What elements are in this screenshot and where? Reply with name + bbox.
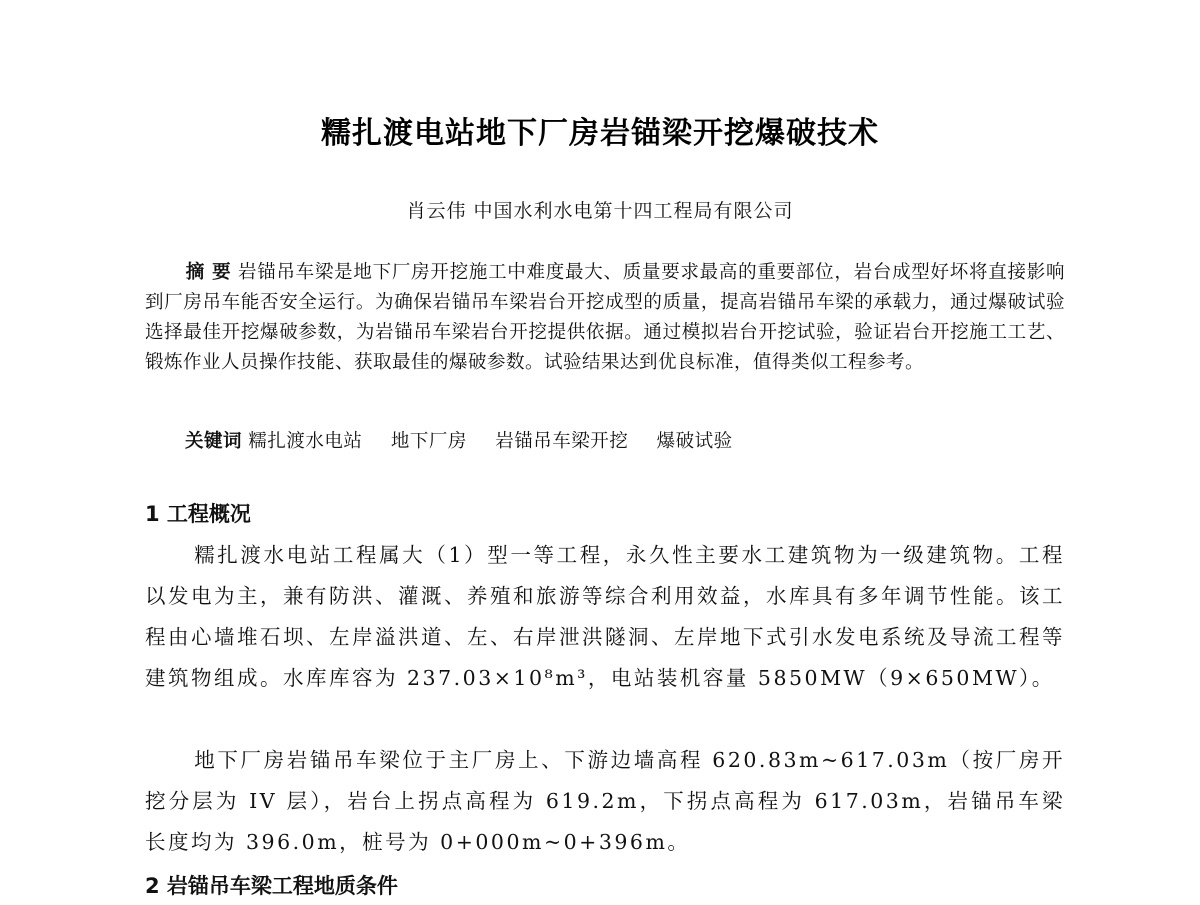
author-affiliation: 肖云伟 中国水利水电第十四工程局有限公司: [406, 200, 794, 222]
paragraph-text: 糯扎渡水电站工程属大（1）型一等工程，永久性主要水工建筑物为一级建筑物。工程以发电为主，兼有防洪、灌溉、养殖和旅游等综合利用效益，水库具有多年调节性能。该工程由心墙堆石坝、左岸溢洪道、左、右岸泄洪隧洞、左岸地下式引水发电系统及导流工程等建筑物组成。水库库容为 237.03×10⁸m³，电站装机容量 5850MW（9×650MW）。: [145, 543, 1065, 690]
keyword-item: 爆破试验: [656, 431, 733, 452]
abstract: [145, 258, 1065, 378]
section-1-paragraph-1: [145, 535, 1065, 699]
keywords-label: 关键词: [185, 431, 243, 452]
abstract-text: 岩锚吊车梁是地下厂房开挖施工中难度最大、质量要求最高的重要部位，岩台成型好坏将直接影响到厂房吊车能否安全运行。为确保岩锚吊车梁岩台开挖成型的质量，提高岩锚吊车梁的承载力，通过爆破试验选择最佳开挖爆破参数，为岩锚吊车梁岩台开挖提供依据。通过模拟岩台开挖试验，验证岩台开挖施工工艺、锻炼作业人员操作技能、获取最佳的爆破参数。试验结果达到优良标准，值得类似工程参考。: [145, 262, 1065, 373]
abstract-label: 摘 要: [185, 262, 232, 283]
keyword-item: 岩锚吊车梁开挖: [495, 431, 629, 452]
keyword-item: 地下厂房: [390, 431, 467, 452]
section-heading-2: 2 岩锚吊车梁工程地质条件: [145, 874, 398, 898]
paragraph-text: 地下厂房岩锚吊车梁位于主厂房上、下游边墙高程 620.83m~617.03m（按厂房开挖分层为 IV 层），岩台上拐点高程为 619.2m，下拐点高程为 617.03m，岩锚吊车梁长度均为 396.0m，桩号为 0+000m~0+396m。: [145, 748, 1065, 854]
section-heading-1: 1 工程概况: [145, 502, 251, 526]
keyword-item: 糯扎渡水电站: [248, 431, 363, 452]
paper-title: 糯扎渡电站地下厂房岩锚梁开挖爆破技术: [321, 116, 879, 151]
section-1-paragraph-2: [145, 740, 1065, 863]
keywords: [145, 428, 1105, 456]
